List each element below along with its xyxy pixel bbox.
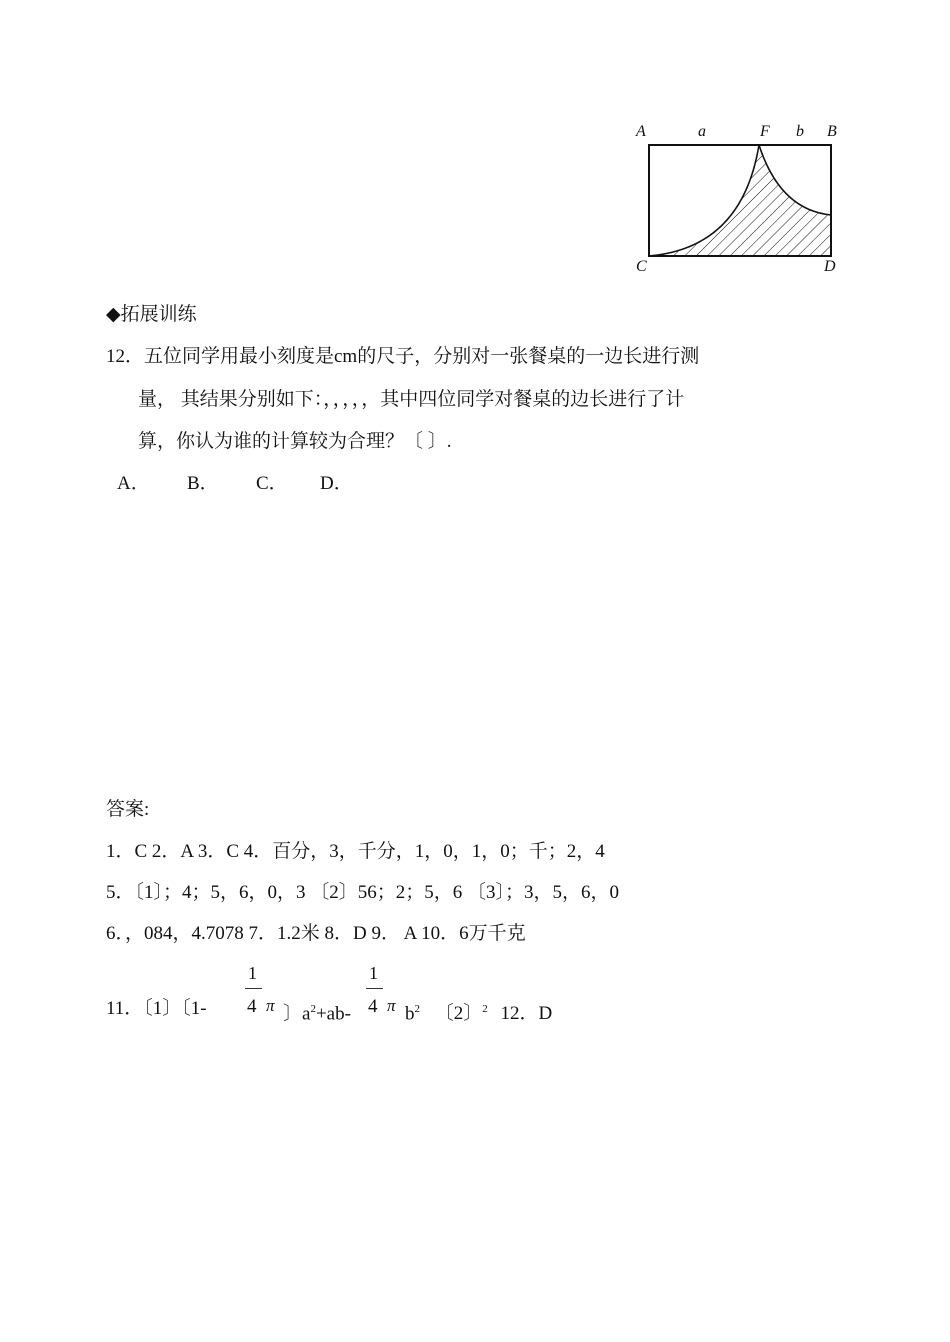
fraction2-bar (366, 988, 383, 989)
question-12-line2: 量， 其结果分别如下：，，，，，其中四位同学对餐桌的边长进行了计 (138, 389, 685, 410)
fraction2-denominator: 4 (368, 996, 378, 1017)
label-a: a (698, 123, 706, 140)
fraction1-bar (245, 988, 262, 989)
plus-ab: +ab- (315, 1003, 351, 1025)
answers-line4-end (405, 997, 552, 1026)
answers-line4-prefix: 11．〔1〕〔1- (106, 998, 207, 1019)
option-a: A． (117, 473, 150, 494)
question-12-line3: 算，你认为谁的计算较为合理？〔 〕. (138, 431, 452, 452)
label-D: D (824, 258, 836, 275)
fraction2-numerator: 1 (369, 963, 378, 983)
answer-12: 12．D (500, 1003, 553, 1025)
option-d: D． (320, 473, 353, 494)
close-paren-a: 〕a (283, 1003, 311, 1025)
label-F: F (760, 123, 770, 140)
pi-symbol-2: π (387, 996, 396, 1015)
option-c: C． (256, 473, 288, 494)
figure-svg (630, 118, 850, 278)
part-2: 〔2〕 (434, 1003, 483, 1025)
b-term: b (405, 1003, 415, 1025)
answers-line4-mid (283, 997, 351, 1026)
exponent-3: 2 (482, 1003, 488, 1015)
exponent-2: 2 (414, 1003, 420, 1015)
label-B: B (827, 123, 837, 140)
fraction1-numerator: 1 (248, 963, 257, 983)
answers-title: 答案: (106, 799, 150, 820)
section-title: ◆拓展训练 (106, 304, 197, 325)
label-C: C (636, 258, 647, 275)
answers-line2: 5．〔1〕；4；5，6，0，3 〔2〕56；2；5，6 〔3〕；3，5，6，0 (106, 882, 620, 903)
answers-line1: 1．C 2．A 3．C 4．百分，3，千分，1，0，1，0；千；2，4 (106, 841, 605, 862)
label-A: A (636, 123, 646, 140)
geometry-figure (630, 118, 850, 278)
label-b: b (796, 123, 804, 140)
pi-symbol-1: π (266, 996, 275, 1015)
exponent-1: 2 (310, 1003, 316, 1015)
answers-line3: 6．，084，4.7078 7．1.2米 8．D 9． A 10．6万千克 (106, 923, 526, 944)
option-b: B． (187, 473, 219, 494)
fraction1-denominator: 4 (247, 996, 257, 1017)
question-12-line1: 12．五位同学用最小刻度是cm的尺子，分别对一张餐桌的一边长进行测 (106, 346, 700, 367)
